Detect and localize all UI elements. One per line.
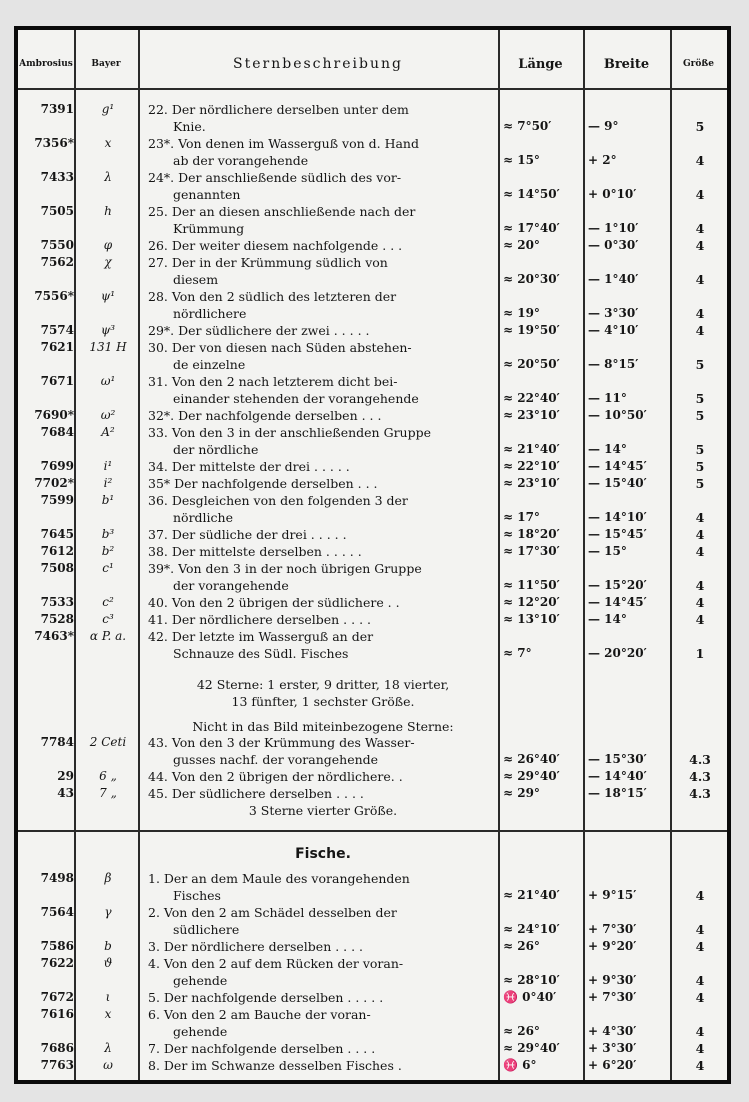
latitude-value: — 15°45′ [588,527,647,541]
description-line: 41. Der nördlichere derselben . . . . [148,612,371,627]
catalog-page [14,26,731,1084]
magnitude-value: 4.3 [689,786,711,801]
star-row [18,594,727,611]
star-description [148,543,498,560]
description-line: 44. Von den 2 übrigen der nördlichere. . [148,769,403,784]
magnitude-value: 4 [695,595,705,610]
latitude-value: + 3°30′ [588,1041,637,1055]
longitude-value: ≈ 17°40′ [503,221,560,235]
header-rule [18,88,727,90]
bayer-designation: x [104,136,112,150]
latitude-value: — 15° [588,544,627,558]
description-line: gehende [173,973,228,988]
star-description [148,339,498,373]
latitude-value: — 14°10′ [588,510,647,524]
star-description [148,904,498,938]
description-line: 43. Von den 3 der Krümmung des Wasser- [148,735,415,750]
magnitude-value: 4 [695,510,705,525]
ambrosius-number: 7505 [40,204,74,218]
bayer-designation: 6 „ [99,769,117,783]
latitude-value: — 14°40′ [588,769,647,783]
star-row [18,955,727,989]
star-row [18,407,727,424]
bayer-designation: i¹ [103,459,113,473]
star-row [18,904,727,938]
star-description [148,322,498,339]
bayer-designation: ω² [100,408,116,422]
latitude-value: — 9° [588,119,619,133]
latitude-value: — 14° [588,442,627,456]
star-row [18,734,727,768]
description-line: 23*. Von denen im Wasserguß von d. Hand [148,136,419,151]
star-description [148,526,498,543]
bayer-designation: ω [103,1058,113,1072]
description-line: de einzelne [173,357,246,372]
bayer-designation: α P. a. [89,629,127,643]
bayer-designation: β [104,871,112,885]
bayer-designation: A² [101,425,115,439]
longitude-value: ≈ 7°50′ [503,119,552,133]
longitude-value: ≈ 19° [503,306,540,320]
header-laenge: Länge [518,56,563,72]
longitude-value: ≈ 19°50′ [503,323,560,337]
star-row [18,339,727,373]
bayer-designation: i² [103,476,113,490]
latitude-value: + 7°30′ [588,990,637,1004]
latitude-value: + 9°20′ [588,939,637,953]
star-row [18,458,727,475]
star-description [148,611,498,628]
magnitude-value: 4 [695,990,705,1005]
star-row [18,560,727,594]
description-line: 33. Von den 3 in der anschließenden Gruppe [148,425,431,440]
description-line: 39*. Von den 3 in der noch übrigen Gruppe [148,561,422,576]
magnitude-value: 4 [695,187,705,202]
longitude-value: ≈ 28°10′ [503,973,560,987]
longitude-value: ≈ 29°40′ [503,1041,560,1055]
star-row [18,101,727,135]
description-line: 24*. Der anschließende südlich des vor- [148,170,402,185]
description-line: gehende [173,1024,228,1039]
star-row [18,989,727,1006]
star-description [148,1006,498,1040]
header-breite: Breite [603,56,650,72]
magnitude-value: 5 [695,408,705,423]
description-line: 26. Der weiter diesem nachfolgende . . . [148,238,403,253]
description-line: 1. Der an dem Maule des vorangehenden [148,871,410,886]
ambrosius-number: 7533 [40,595,74,609]
star-description [148,288,498,322]
description-line: 2. Von den 2 am Schädel desselben der [148,905,397,920]
latitude-value: — 14°45′ [588,595,647,609]
star-description [148,1057,498,1074]
bayer-designation: b [104,939,112,953]
star-row [18,322,727,339]
star-row [18,373,727,407]
ambrosius-number: 7684 [40,425,74,439]
ambrosius-number: 7562 [40,255,74,269]
ambrosius-number: 7556* [34,289,74,303]
star-description [148,734,498,768]
star-description [148,424,498,458]
star-row [18,938,727,955]
magnitude-value: 4 [695,888,705,903]
ambrosius-number: 7645 [40,527,74,541]
star-description [148,989,498,1006]
longitude-value: ≈ 26°40′ [503,752,560,766]
magnitude-value: 4.3 [689,769,711,784]
star-row [18,543,727,560]
description-line: nördliche [173,510,233,525]
star-description [148,407,498,424]
header-groesse: Größe [683,59,714,69]
magnitude-value: 5 [695,357,705,372]
star-row [18,611,727,628]
star-description [148,169,498,203]
star-description [148,237,498,254]
star-row [18,203,727,237]
description-line: der nördliche [173,442,259,457]
longitude-value: ≈ 7° [503,646,532,660]
bayer-designation: c³ [102,612,114,626]
ambrosius-number: 7564 [40,905,74,919]
latitude-value: — 4°10′ [588,323,639,337]
ambrosius-number: 7508 [40,561,74,575]
bayer-designation: λ [104,1041,112,1055]
ambrosius-number: 7528 [40,612,74,626]
latitude-value: — 1°40′ [588,272,639,286]
star-row [18,237,727,254]
longitude-value: ≈ 26° [503,1024,540,1038]
description-line: 36. Desgleichen von den folgenden 3 der [148,493,408,508]
star-description [148,594,498,611]
description-line: 32*. Der nachfolgende derselben . . . [148,408,382,423]
ambrosius-number: 7433 [40,170,74,184]
description-line: Schnauze des Südl. Fisches [173,646,349,661]
description-line: 30. Der von diesen nach Süden abstehen- [148,340,412,355]
description-line: 27. Der in der Krümmung südlich von [148,255,388,270]
ambrosius-number: 7699 [40,459,74,473]
longitude-value: ≈ 21°40′ [503,888,560,902]
magnitude-value: 4 [695,939,705,954]
description-line: gusses nachf. der vorangehende [173,752,379,767]
longitude-value: ≈ 23°10′ [503,476,560,490]
star-description [148,373,498,407]
star-description [148,785,498,802]
longitude-value: ≈ 24°10′ [503,922,560,936]
longitude-value: ≈ 21°40′ [503,442,560,456]
magnitude-value: 4 [695,612,705,627]
latitude-value: + 0°10′ [588,187,637,201]
bayer-designation: b¹ [101,493,115,507]
latitude-value: — 1°10′ [588,221,639,235]
star-description [148,560,498,594]
description-line: 4. Von den 2 auf dem Rücken der voran- [148,956,404,971]
section-title: Fische. [295,846,351,862]
ambrosius-number: 7586 [40,939,74,953]
star-row [18,135,727,169]
star-row [18,288,727,322]
star-row [18,628,727,662]
star-description [148,101,498,135]
longitude-value: ≈ 18°20′ [503,527,560,541]
bayer-designation: λ [104,170,112,184]
star-description [148,628,498,662]
longitude-value: ≈ 26° [503,939,540,953]
latitude-value: + 9°30′ [588,973,637,987]
star-row [18,492,727,526]
star-description [148,475,498,492]
description-line: 7. Der nachfolgende derselben . . . . [148,1041,376,1056]
description-line: 42. Der letzte im Wasserguß an der [148,629,374,644]
magnitude-value: 4 [695,153,705,168]
bayer-designation: 7 „ [99,786,117,800]
ambrosius-number: 7574 [40,323,74,337]
bayer-designation: 2 Ceti [89,735,127,749]
magnitude-value: 4 [695,323,705,338]
longitude-value: ≈ 29°40′ [503,769,560,783]
not-included-heading: Nicht in das Bild miteinbezogene Sterne: [192,719,454,734]
description-line: 40. Von den 2 übrigen der südlichere . . [148,595,400,610]
ambrosius-number: 7616 [40,1007,74,1021]
magnitude-value: 1 [695,646,705,661]
bayer-designation: x [104,1007,112,1021]
bayer-designation: h [104,204,112,218]
description-line: 28. Von den 2 südlich des letzteren der [148,289,397,304]
description-line: 8. Der im Schwanze desselben Fisches . [148,1058,402,1073]
latitude-value: — 0°30′ [588,238,639,252]
latitude-value: — 15°40′ [588,476,647,490]
description-line: Knie. [173,119,206,134]
magnitude-value: 4 [695,973,705,988]
description-line: 29*. Der südlichere der zwei . . . . . [148,323,370,338]
star-row [18,870,727,904]
magnitude-value: 4 [695,306,705,321]
header-ambrosius: Ambrosius [19,59,73,69]
bayer-designation: ϑ [103,956,113,970]
longitude-value: ≈ 29° [503,786,540,800]
bayer-designation: ψ¹ [100,289,116,303]
description-line: Krümmung [173,221,245,236]
longitude-value: ≈ 14°50′ [503,187,560,201]
latitude-value: — 18°15′ [588,786,647,800]
magnitude-value: 4 [695,221,705,236]
magnitude-value: 4 [695,1024,705,1039]
description-line: Fisches [173,888,221,903]
latitude-value: — 20°20′ [588,646,647,660]
summary-extra: 3 Sterne vierter Größe. [248,803,398,818]
longitude-value: ≈ 20°50′ [503,357,560,371]
star-description [148,254,498,288]
longitude-value: ≈ 22°40′ [503,391,560,405]
star-description [148,870,498,904]
longitude-value: ♓ 0°40′ [503,990,557,1004]
latitude-value: — 14°45′ [588,459,647,473]
ambrosius-number: 7498 [40,871,74,885]
bayer-designation: γ [104,905,112,919]
description-line: 31. Von den 2 nach letzterem dicht bei- [148,374,398,389]
bayer-designation: 131 H [89,340,127,354]
bayer-designation: χ [104,255,112,269]
magnitude-value: 5 [695,442,705,457]
bayer-designation: g¹ [101,102,115,116]
star-description [148,458,498,475]
magnitude-value: 5 [695,119,705,134]
description-line: 3. Der nördlichere derselben . . . . [148,939,364,954]
bayer-designation: φ [103,238,113,252]
bayer-designation: ι [105,990,111,1004]
bayer-designation: ψ³ [100,323,116,337]
description-line: 34. Der mittelste der drei . . . . . [148,459,350,474]
bayer-designation: b³ [101,527,115,541]
header-description: Sternbeschreibung [233,56,403,72]
latitude-value: — 10°50′ [588,408,647,422]
summary-aquarius: 42 Sterne: 1 erster, 9 dritter, 18 vierter, 13 fünfter, 1 sechster Größe. [196,677,450,709]
star-description [148,492,498,526]
magnitude-value: 4 [695,544,705,559]
ambrosius-number: 7550 [40,238,74,252]
bayer-designation: ω¹ [100,374,116,388]
bayer-designation: c² [102,595,114,609]
longitude-value: ♓ 6° [503,1058,537,1072]
latitude-value: + 2° [588,153,617,167]
latitude-value: — 14° [588,612,627,626]
description-line: nördlichere [173,306,247,321]
star-description [148,955,498,989]
star-row [18,475,727,492]
magnitude-value: 4 [695,238,705,253]
magnitude-value: 4 [695,578,705,593]
ambrosius-number: 7672 [40,990,74,1004]
star-description [148,135,498,169]
ambrosius-number: 7686 [40,1041,74,1055]
ambrosius-number: 7356* [34,136,74,150]
star-row [18,169,727,203]
magnitude-value: 4 [695,272,705,287]
description-line: ab der vorangehende [173,153,309,168]
longitude-value: ≈ 15° [503,153,540,167]
ambrosius-number: 7671 [40,374,74,388]
ambrosius-number: 7763 [40,1058,74,1072]
description-line: 38. Der mittelste derselben . . . . . [148,544,362,559]
star-row [18,1040,727,1057]
longitude-value: ≈ 20° [503,238,540,252]
ambrosius-number: 43 [57,786,74,800]
longitude-value: ≈ 12°20′ [503,595,560,609]
longitude-value: ≈ 11°50′ [503,578,560,592]
description-line: der vorangehende [173,578,289,593]
bayer-designation: b² [101,544,115,558]
description-line: einander stehenden der vorangehende [173,391,419,406]
description-line: 37. Der südliche der drei . . . . . [148,527,347,542]
latitude-value: + 9°15′ [588,888,637,902]
latitude-value: — 15°20′ [588,578,647,592]
description-line: 35* Der nachfolgende derselben . . . [148,476,378,491]
longitude-value: ≈ 20°30′ [503,272,560,286]
description-line: 45. Der südlichere derselben . . . . [148,786,364,801]
latitude-value: — 8°15′ [588,357,639,371]
description-line: südlichere [173,922,240,937]
magnitude-value: 4 [695,1058,705,1073]
latitude-value: — 11° [588,391,627,405]
star-row [18,526,727,543]
section-rule [18,830,727,832]
description-line: 5. Der nachfolgende derselben . . . . . [148,990,384,1005]
star-description [148,203,498,237]
ambrosius-number: 29 [57,769,74,783]
longitude-value: ≈ 17° [503,510,540,524]
description-line: diesem [173,272,219,287]
star-description [148,768,498,785]
magnitude-value: 5 [695,476,705,491]
magnitude-value: 5 [695,459,705,474]
star-row [18,768,727,785]
longitude-value: ≈ 22°10′ [503,459,560,473]
magnitude-value: 4 [695,527,705,542]
ambrosius-number: 7784 [40,735,74,749]
ambrosius-number: 7391 [40,102,74,116]
ambrosius-number: 7599 [40,493,74,507]
magnitude-value: 5 [695,391,705,406]
star-row [18,1006,727,1040]
star-row [18,424,727,458]
latitude-value: + 7°30′ [588,922,637,936]
latitude-value: + 4°30′ [588,1024,637,1038]
ambrosius-number: 7621 [40,340,74,354]
ambrosius-number: 7702* [34,476,74,490]
header-bayer: Bayer [91,59,121,69]
ambrosius-number: 7622 [40,956,74,970]
longitude-value: ≈ 17°30′ [503,544,560,558]
magnitude-value: 4 [695,1041,705,1056]
description-line: 25. Der an diesen anschließende nach der [148,204,416,219]
bayer-designation: c¹ [102,561,114,575]
ambrosius-number: 7612 [40,544,74,558]
star-row [18,785,727,802]
star-row [18,254,727,288]
star-row [18,1057,727,1074]
magnitude-value: 4 [695,922,705,937]
description-line: 22. Der nördlichere derselben unter dem [148,102,409,117]
latitude-value: — 15°30′ [588,752,647,766]
star-description [148,938,498,955]
latitude-value: + 6°20′ [588,1058,637,1072]
magnitude-value: 4.3 [689,752,711,767]
ambrosius-number: 7690* [34,408,74,422]
longitude-value: ≈ 23°10′ [503,408,560,422]
longitude-value: ≈ 13°10′ [503,612,560,626]
description-line: 6. Von den 2 am Bauche der voran- [148,1007,371,1022]
ambrosius-number: 7463* [34,629,74,643]
star-description [148,1040,498,1057]
description-line: genannten [173,187,241,202]
latitude-value: — 3°30′ [588,306,639,320]
